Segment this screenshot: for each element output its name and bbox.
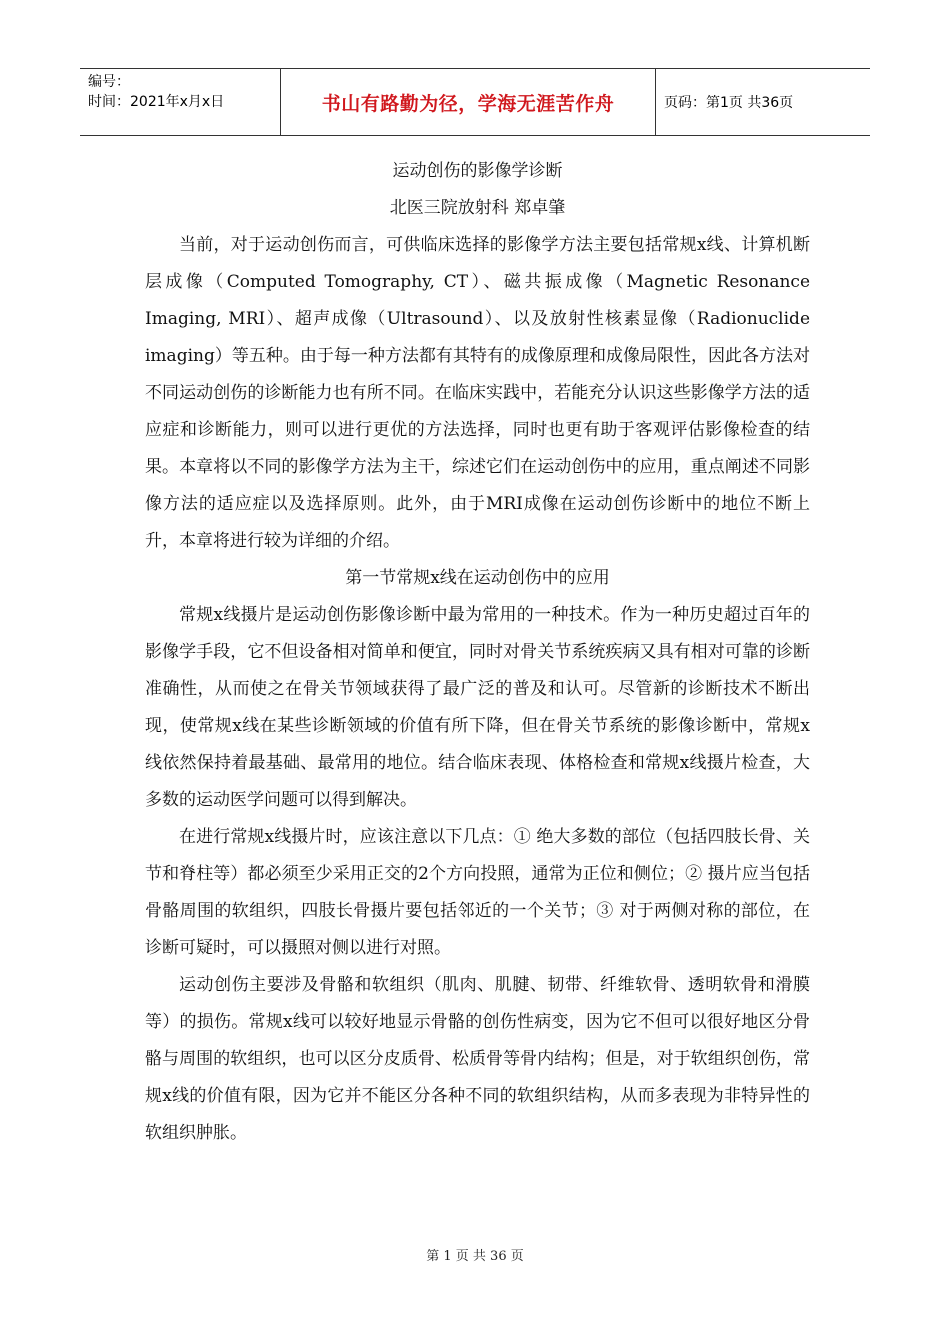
intro-paragraph: 当前，对于运动创伤而言，可供临床选择的影像学方法主要包括常规x线、计算机断层成像（Computed Tomography, CT）、磁共振成像（Magnetic Resonance Imaging, MRI）、超声成像（Ultrasound）、以及放射性核素显像（Radionuclide imaging）等五种。由于每一种方法都有其特有的成像原理和成像局限性，因此各方法对不同运动创伤的诊断能力也有所不同。在临床实践中，若能充分认识这些影像学方法的适应症和诊断能力，则可以进行更优的方法选择，同时也更有助于客观评估影像检查的结果。本章将以不同的影像学方法为主干，综述它们在运动创伤中的应用，重点阐述不同影像方法的适应症以及选择原则。此外，由于MRI成像在运动创伤诊断中的地位不断上升，本章将进行较为详细的介绍。 — [145, 235, 810, 551]
paragraph: 运动创伤主要涉及骨骼和软组织（肌肉、肌腱、韧带、纤维软骨、透明软骨和滑膜等）的损伤。常规x线可以较好地显示骨骼的创伤性病变，因为它不但可以很好地区分骨骼与周围的软组织，也可以区分皮质骨、松质骨等骨内结构；但是，对于软组织创伤，常规x线的价值有限，因为它并不能区分各种不同的软组织结构，从而多表现为非特异性的软组织肿胀。 — [145, 975, 810, 1143]
page-indicator: 页码：第1页 共36页 — [664, 95, 794, 111]
date-label: 时间：2021年x月x日 — [88, 94, 225, 110]
motto: 书山有路勤为径，学海无涯苦作舟 — [281, 69, 656, 135]
paragraph: 常规x线摄片是运动创伤影像诊断中最为常用的一种技术。作为一种历史超过百年的影像学手段，它不但设备相对简单和便宜，同时对骨关节系统疾病又具有相对可靠的诊断准确性，从而使之在骨关节领域获得了最广泛的普及和认可。尽管新的诊断技术不断出现，使常规x线在某些诊断领域的价值有所下降，但在骨关节系统的影像诊断中，常规x线依然保持着最基础、最常用的地位。结合临床表现、体格检查和常规x线摄片检查，大多数的运动医学问题可以得到解决。 — [145, 605, 810, 810]
header-meta-cell — [80, 69, 281, 135]
page-footer: 第 1 页 共 36 页 — [426, 1249, 524, 1264]
paragraph: 在进行常规x线摄片时，应该注意以下几点：① 绝大多数的部位（包括四肢长骨、关节和脊柱等）都必须至少采用正交的2个方向投照，通常为正位和侧位；② 摄片应当包括骨骼周围的软组织，四肢长骨摄片要包括邻近的一个关节；③ 对于两侧对称的部位，在诊断可疑时，可以摄照对侧以进行对照。 — [145, 827, 810, 958]
document-body — [145, 153, 810, 1152]
document-title: 运动创伤的影像学诊断 — [392, 161, 563, 181]
section-heading: 第一节常规x线在运动创伤中的应用 — [345, 568, 610, 588]
number-label: 编号： — [88, 74, 130, 90]
page-header — [80, 68, 870, 136]
document-author: 北医三院放射科 郑卓肇 — [389, 198, 566, 218]
